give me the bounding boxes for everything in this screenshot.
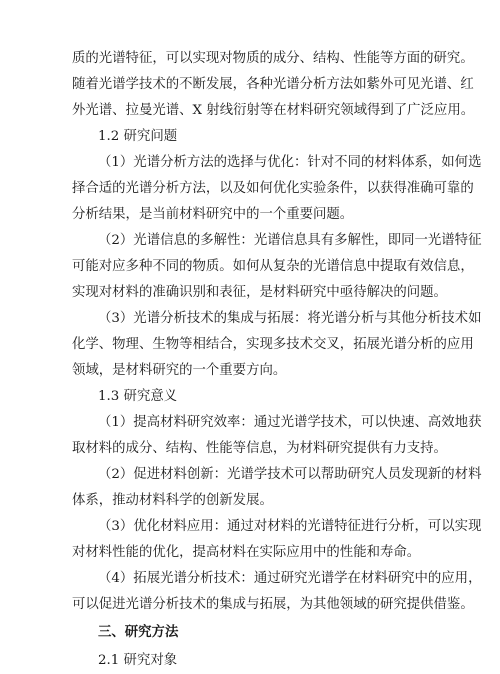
body-text-line: 质的光谱特征，可以实现对物质的成分、结构、性能等方面的研究。: [72, 51, 474, 66]
body-text-line: 可能对应多种不同的物质。如何从复杂的光谱信息中提取有效信息，: [72, 259, 474, 274]
body-text-line: （2）光谱信息的多解性：光谱信息具有多解性，即同一光谱特征: [98, 233, 482, 248]
body-text-line: 实现对材料的准确识别和表征，是材料研究中亟待解决的问题。: [72, 285, 447, 300]
section-heading-1-2: 1.2 研究问题: [98, 129, 178, 144]
chapter-heading: 三、研究方法: [98, 625, 179, 640]
body-text-line: （1）提高材料研究效率：通过光谱学技术，可以快速、高效地获: [98, 415, 482, 430]
body-text-line: 可以促进光谱分析技术的集成与拓展，为其他领域的研究提供借鉴。: [72, 597, 474, 612]
body-text-line: 领域，是材料研究的一个重要方向。: [72, 363, 287, 378]
body-text-line: 化学、物理、生物等相结合，实现多技术交叉，拓展光谱分析的应用: [72, 337, 474, 352]
body-text-line: （4）拓展光谱分析技术：通过研究光谱学在材料研究中的应用，: [98, 571, 482, 586]
section-heading-2-1: 2.1 研究对象: [98, 653, 178, 668]
body-text-line: （1）光谱分析方法的选择与优化：针对不同的材料体系，如何选: [98, 155, 482, 170]
body-text-line: （3）优化材料应用：通过对材料的光谱特征进行分析，可以实现: [98, 519, 482, 534]
section-heading-1-3: 1.3 研究意义: [98, 389, 178, 404]
body-text-line: 外光谱、拉曼光谱、X 射线衍射等在材料研究领域得到了广泛应用。: [72, 103, 475, 118]
body-text-line: （2）促进材料创新：光谱学技术可以帮助研究人员发现新的材料: [98, 467, 482, 482]
body-text-line: 对材料性能的优化，提高材料在实际应用中的性能和寿命。: [72, 545, 421, 560]
body-text-line: 取材料的成分、结构、性能等信息，为材料研究提供有力支持。: [72, 441, 447, 456]
body-text-line: 择合适的光谱分析方法，以及如何优化实验条件，以获得准确可靠的: [72, 181, 474, 196]
body-text-line: 分析结果，是当前材料研究中的一个重要问题。: [72, 207, 354, 222]
body-text-line: 随着光谱学技术的不断发展，各种光谱分析方法如紫外可见光谱、红: [72, 77, 474, 92]
body-text-line: 体系，推动材料科学的创新发展。: [72, 493, 273, 508]
body-text-line: （3）光谱分析技术的集成与拓展：将光谱分析与其他分析技术如: [98, 311, 482, 326]
